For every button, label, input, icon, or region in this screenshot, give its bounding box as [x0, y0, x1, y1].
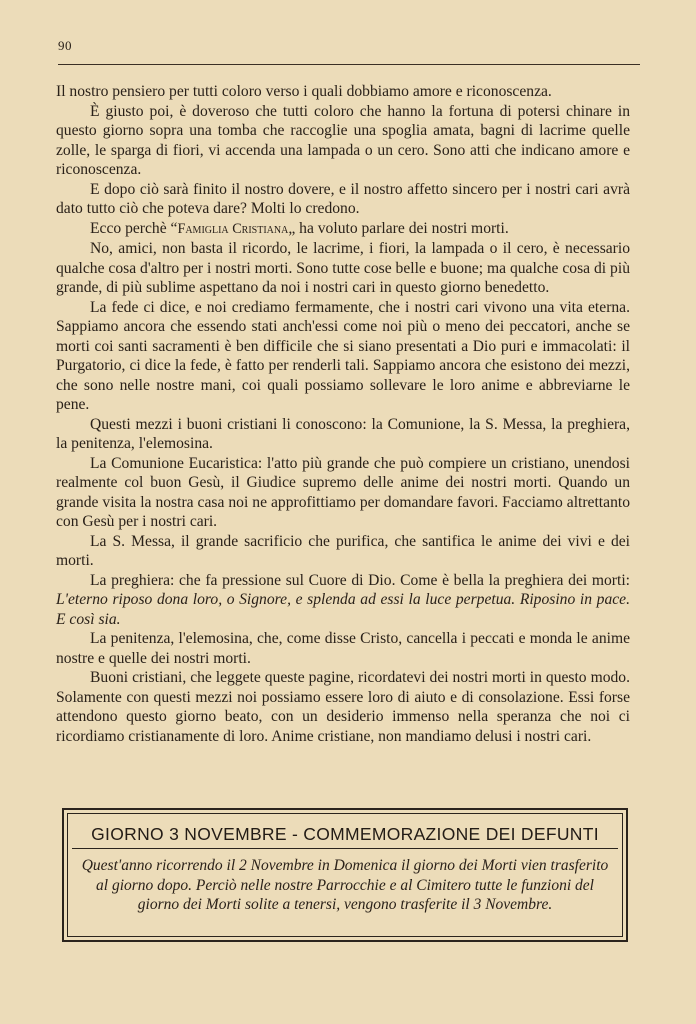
paragraph-4-lead: Ecco perchè “ — [90, 219, 178, 237]
notice-body: Quest'anno ricorrendo il 2 Novembre in Domenica il giorno dei Morti vien trasferito al giorno dopo. Perciò nelle nostre Parrocchie e al Cimitero tutte le funzioni del giorno dei Morti solite a tenersi, vengono trasferite il 3 Novembre. — [81, 857, 609, 913]
paragraph-4-tail: „ ha voluto parlare dei nostri morti. — [288, 219, 509, 237]
paragraph-11: La penitenza, l'elemosina, che, come disse Cristo, cancella i peccati e monda le anime nostre e quelle dei nostri morti. — [56, 630, 630, 667]
paragraph-6: La fede ci dice, e noi crediamo fermamente, che i nostri cari vivono una vita eterna. Sappiamo ancora che essendo stati anch'essi come noi più o meno dei peccatori, anche se morti coi santi sacramenti è ben difficile che si siano presentati a Dio puri e immacolati: il Purgatorio, ci dice la fede, è fatto per renderli tali. Sappiamo ancora che esistono dei mezzi, che sono nelle nostre mani, coi quali possiamo sollevare le loro anime e abbreviarne le pene. — [56, 298, 630, 413]
paragraph-3: E dopo ciò sarà finito il nostro dovere, e il nostro affetto sincero per i nostri cari avrà dato tutto ciò che poteva dare? Molti lo credono. — [56, 180, 630, 217]
notice-box — [62, 808, 628, 942]
paragraph-12: Buoni cristiani, che leggete queste pagine, ricordatevi dei nostri morti in questo modo. Solamente con questi mezzi noi possiamo essere loro di aiuto e di consolazione. Essi forse attendono questo giorno beato, con un desiderio immenso nella speranza che noi ci ricordiamo cristianamente di loro. Anime cristiane, non mandiamo delusi i nostri cari. — [56, 669, 630, 745]
paragraph-2: È giusto poi, è doveroso che tutti coloro che hanno la fortuna di potersi chinare in questo giorno sopra una tomba che raccoglie una spoglia amata, bagni di lacrime quelle zolle, le sparga di fiori, vi accenda una lampada o un cero. Sono atti che indicano amore e riconoscenza. — [56, 102, 630, 178]
paragraph-1: Il nostro pensiero per tutti coloro verso i quali dobbiamo amore e riconoscenza. — [56, 83, 552, 100]
notice-title: GIORNO 3 NOVEMBRE - COMMEMORAZIONE DEI DEFUNTI — [91, 824, 599, 844]
paragraph-10 — [56, 571, 630, 630]
paragraph-4 — [56, 219, 630, 240]
page-number: 90 — [58, 38, 72, 53]
notice-divider — [72, 848, 618, 849]
magazine-name: Famiglia Cristiana — [177, 220, 289, 237]
header-rule — [58, 64, 640, 65]
paragraph-9: La S. Messa, il grande sacrificio che purifica, che santifica le anime dei vivi e dei morti. — [56, 532, 630, 569]
paragraph-5: No, amici, non basta il ricordo, le lacrime, i fiori, la lampada o il cero, è necessario qualche cosa d'altro per i nostri morti. Sono tutte cose belle e buone; ma qualche cosa di più grande, di più sublime aspettano da noi i nostri cari in questo giorno benedetto. — [56, 240, 630, 296]
paragraph-7: Questi mezzi i buoni cristiani li conoscono: la Comunione, la S. Messa, la preghiera, la penitenza, l'elemosina. — [56, 415, 630, 452]
paragraph-8: La Comunione Eucaristica: l'atto più grande che può compiere un cristiano, unendosi realmente col buon Gesù, il Giudice supremo delle anime dei nostri morti. Quando un grande visita la nostra casa noi ne approfittiamo per domandare favori. Facciamo altrettanto con Gesù per i nostri cari. — [56, 454, 630, 530]
article-body — [56, 82, 630, 746]
prayer-text: L'eterno riposo dona loro, o Signore, e splenda ad essi la luce perpetua. Riposino in pace. E così sia. — [56, 591, 630, 628]
paragraph-10-lead: La preghiera: che fa pressione sul Cuore di Dio. Come è bella la preghiera dei morti: — [90, 571, 630, 589]
